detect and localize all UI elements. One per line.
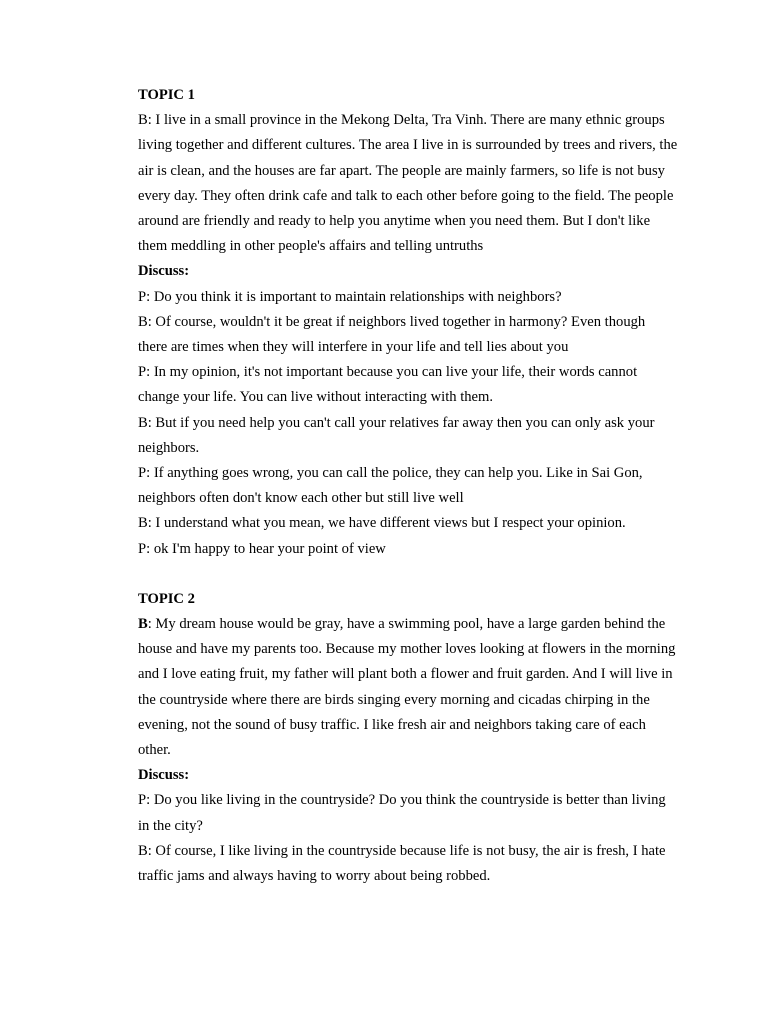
topic-1-dialogue-line: P: Do you think it is important to maintain relationships with neighbors? (138, 288, 562, 305)
topic-1-discuss-label: Discuss: (138, 263, 190, 280)
topic-1-intro-text: : I live in a small province in the Mekong Delta, Tra Vinh. There are many ethnic groups living together and different cultures. The area I live in is surrounded by trees and rivers, the air is clean, and the houses are far apart. The people are mainly farmers, so life is not busy every day. They often drink cafe and talk to each other before going to the field. The people around are friendly and ready to help you anytime when you need them. But I don't like them meddling in other people's affairs and telling untruths (138, 112, 678, 255)
topic-1-intro (138, 108, 678, 259)
section-spacer (138, 562, 678, 587)
topic-2-dialogue-line: B: Of course, I like living in the countryside because life is not busy, the air is fresh, I hate traffic jams and always having to worry about being robbed. (138, 842, 666, 885)
document-page (138, 83, 678, 889)
topic-1-heading: TOPIC 1 (138, 87, 195, 103)
topic-2-heading: TOPIC 2 (138, 590, 195, 607)
topic-1-intro-speaker: B (138, 112, 148, 129)
topic-1-dialogue-line: P: In my opinion, it's not important because you can live your life, their words cannot change your life. You can live without interacting with them. (138, 364, 638, 406)
topic-2-dialogue-line: P: Do you like living in the countryside? Do you think the countryside is better than living in the city? (138, 792, 666, 834)
topic-1-section (138, 83, 678, 562)
topic-1-dialogue-line: P: ok I'm happy to hear your point of view (138, 540, 386, 557)
topic-2-intro (138, 612, 678, 763)
topic-1-dialogue-line: P: If anything goes wrong, you can call the police, they can help you. Like in Sai Gon, neighbors often don't know each other but still live well (138, 465, 643, 507)
topic-2-intro-text: : My dream house would be gray, have a swimming pool, have a large garden behind the house and have my parents too. Because my mother loves looking at flowers in the morning and I love eating fruit, my father will plant both a flower and fruit garden. And I will live in the countryside where there are birds singing every morning and cicadas chirping in the evening, not the sound of busy traffic. I like fresh air and neighbors taking care of each other. (138, 616, 676, 759)
topic-1-dialogue-line: B: Of course, wouldn't it be great if neighbors lived together in harmony? Even though there are times when they will interfere in your life and tell lies about you (138, 313, 646, 356)
topic-2-discuss-label: Discuss: (138, 767, 190, 784)
topic-2-intro-speaker: B (138, 616, 148, 633)
topic-1-dialogue-line: B: But if you need help you can't call your relatives far away then you can only ask your neighbors. (138, 414, 655, 456)
topic-1-dialogue-line: B: I understand what you mean, we have different views but I respect your opinion. (138, 515, 626, 532)
topic-2-section (138, 587, 678, 889)
